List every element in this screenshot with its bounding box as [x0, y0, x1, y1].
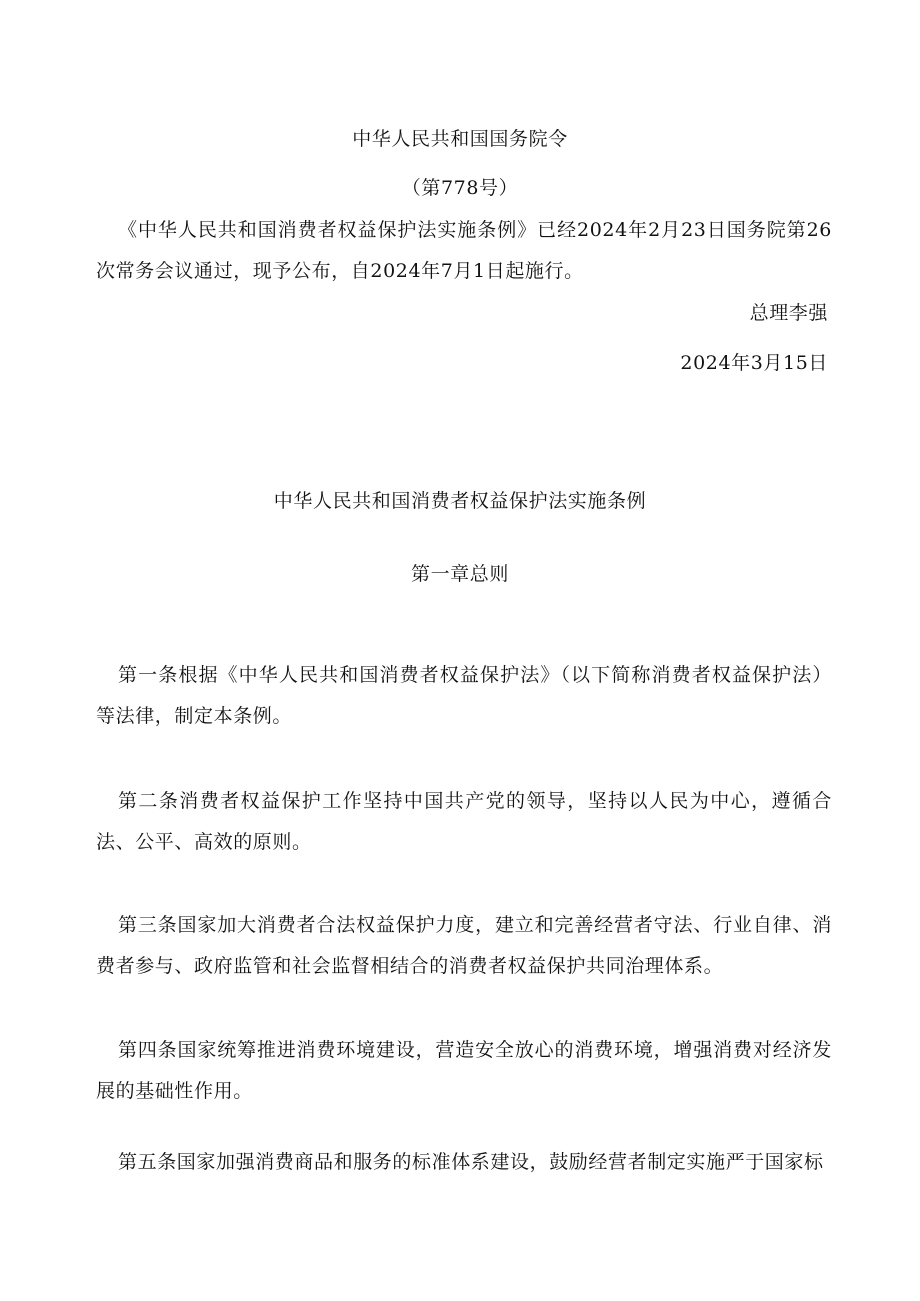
article-2: 第二条消费者权益保护工作坚持中国共产党的领导，坚持以人民为中心，遵循合法、公平、高效的原则。 — [96, 790, 832, 853]
regulation-title: 中华人民共和国消费者权益保护法实施条例 — [273, 490, 647, 512]
article-3: 第三条国家加大消费者合法权益保护力度，建立和完善经营者守法、行业自律、消费者参与、政府监管和社会监督相结合的消费者权益保护共同治理体系。 — [96, 914, 832, 977]
article-4: 第四条国家统筹推进消费环境建设，营造安全放心的消费环境，增强消费对经济发展的基础性作用。 — [96, 1039, 832, 1102]
article-5: 第五条国家加强消费商品和服务的标准体系建设，鼓励经营者制定实施严于国家标 — [118, 1151, 824, 1173]
order-date: 2024年3月15日 — [680, 352, 828, 374]
order-number: （第778号） — [401, 177, 519, 199]
article-1: 第一条根据《中华人民共和国消费者权益保护法》（以下简称消费者权益保护法）等法律，制定本条例。 — [96, 664, 832, 727]
order-title: 中华人民共和国国务院令 — [352, 128, 568, 150]
order-signatory: 总理李强 — [749, 302, 828, 324]
order-body: 《中华人民共和国消费者权益保护法实施条例》已经2024年2月23日国务院第26次常务会议通过，现予公布，自2024年7月1日起施行。 — [96, 219, 832, 282]
chapter-title: 第一章总则 — [410, 563, 509, 585]
